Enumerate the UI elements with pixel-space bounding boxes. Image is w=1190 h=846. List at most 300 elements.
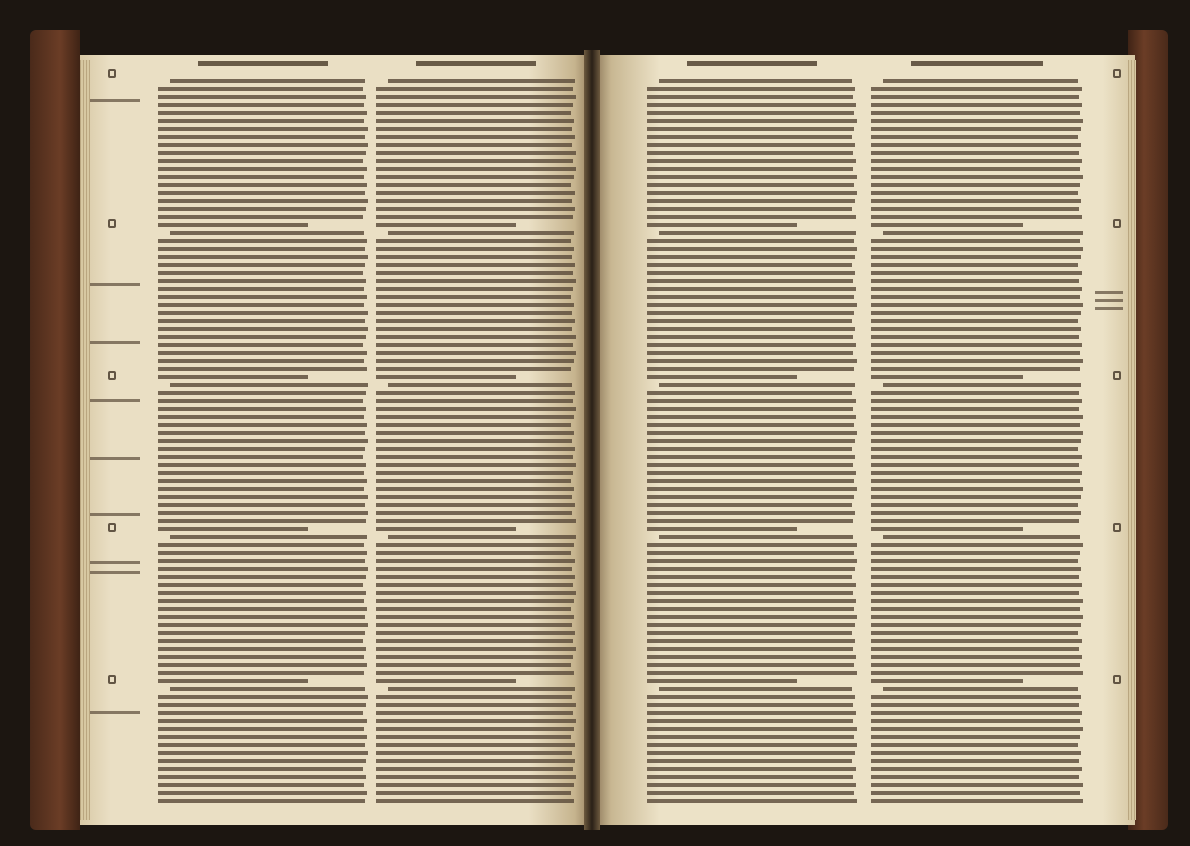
left-page-margin-notes [88, 55, 146, 825]
text-line [376, 375, 516, 379]
text-line [158, 335, 366, 339]
text-line [158, 191, 365, 195]
text-line [647, 759, 852, 763]
text-line [158, 375, 308, 379]
text-line [376, 783, 574, 787]
text-line [647, 783, 856, 787]
text-line [647, 223, 797, 227]
text-line [376, 263, 575, 267]
text-line [376, 151, 576, 155]
text-line [376, 295, 571, 299]
text-line [158, 543, 364, 547]
text-line [871, 735, 1080, 739]
text-line [158, 391, 366, 395]
text-line [376, 647, 576, 651]
text-line [871, 111, 1080, 115]
text-line [871, 183, 1080, 187]
text-line [883, 79, 1078, 83]
running-head [687, 61, 817, 66]
text-line [158, 559, 365, 563]
margin-section-marker [108, 219, 116, 228]
text-line [871, 215, 1082, 219]
text-line [376, 591, 576, 595]
text-line [871, 295, 1080, 299]
text-line [158, 95, 366, 99]
text-line [647, 567, 855, 571]
text-line [376, 471, 573, 475]
text-line [871, 103, 1082, 107]
text-line [871, 343, 1082, 347]
text-line [647, 183, 854, 187]
text-line [871, 351, 1080, 355]
text-line [158, 343, 363, 347]
text-line [647, 343, 856, 347]
text-line [647, 791, 854, 795]
text-line [158, 655, 364, 659]
text-line [647, 711, 856, 715]
text-line [376, 703, 576, 707]
text-line [871, 439, 1081, 443]
text-line [376, 615, 574, 619]
text-line [158, 519, 366, 523]
text-line [376, 567, 572, 571]
text-line [871, 311, 1081, 315]
text-line [158, 199, 368, 203]
text-line [376, 607, 571, 611]
text-line [871, 567, 1081, 571]
text-line [158, 495, 368, 499]
text-line [647, 279, 853, 283]
text-line [158, 639, 363, 643]
text-line [376, 439, 572, 443]
text-line [871, 527, 1023, 531]
text-line [647, 743, 857, 747]
text-line [647, 335, 853, 339]
text-line [647, 495, 854, 499]
text-line [158, 303, 364, 307]
text-line [158, 159, 363, 163]
text-line [376, 111, 571, 115]
text-line [376, 727, 574, 731]
text-line [647, 679, 797, 683]
text-line [871, 151, 1079, 155]
margin-section-marker [1113, 523, 1121, 532]
text-line [871, 767, 1082, 771]
text-line [871, 583, 1082, 587]
text-line [376, 775, 576, 779]
text-line [158, 415, 364, 419]
text-line [158, 727, 364, 731]
text-line [376, 743, 575, 747]
text-line [871, 671, 1083, 675]
text-line [376, 447, 575, 451]
text-line [376, 287, 573, 291]
text-line [158, 615, 365, 619]
text-line [883, 687, 1078, 691]
text-line [647, 551, 854, 555]
text-line [647, 311, 854, 315]
text-line [376, 359, 574, 363]
text-line [659, 79, 852, 83]
text-line [158, 583, 363, 587]
book-cover-left [30, 30, 80, 830]
text-line [158, 423, 367, 427]
text-line [376, 799, 574, 803]
text-line [647, 719, 853, 723]
text-line [158, 167, 367, 171]
text-line [871, 559, 1078, 563]
text-line [871, 191, 1078, 195]
text-line [871, 279, 1079, 283]
text-line [871, 303, 1083, 307]
text-line [158, 567, 368, 571]
text-line [871, 407, 1079, 411]
text-line [871, 367, 1080, 371]
text-line [871, 703, 1079, 707]
text-line [158, 767, 363, 771]
text-line [376, 767, 573, 771]
right-page-margin-notes [1093, 55, 1129, 825]
text-line [376, 87, 573, 91]
text-line [376, 143, 572, 147]
text-line [158, 255, 368, 259]
text-line [158, 711, 363, 715]
text-line [871, 455, 1082, 459]
text-line [871, 287, 1082, 291]
text-line [871, 679, 1023, 683]
text-line [376, 239, 571, 243]
text-line [647, 423, 854, 427]
text-line [158, 143, 368, 147]
text-line [158, 647, 366, 651]
text-line [158, 591, 366, 595]
margin-note [90, 99, 140, 102]
text-line [647, 471, 856, 475]
text-line [647, 455, 855, 459]
text-line [871, 543, 1083, 547]
text-line [871, 711, 1082, 715]
text-line [376, 391, 575, 395]
text-line [647, 447, 852, 451]
text-line [158, 87, 363, 91]
text-line [647, 527, 797, 531]
text-line [647, 559, 857, 563]
text-line [647, 647, 853, 651]
text-line [376, 407, 576, 411]
text-line [158, 479, 367, 483]
text-line [170, 79, 365, 83]
text-line [158, 719, 367, 723]
text-line [376, 463, 576, 467]
text-line [647, 799, 857, 803]
text-line [158, 607, 367, 611]
text-line [376, 103, 573, 107]
text-line [871, 399, 1082, 403]
text-line [871, 463, 1079, 467]
text-line [647, 487, 857, 491]
text-line [158, 623, 368, 627]
text-line [376, 135, 575, 139]
text-line [647, 431, 857, 435]
text-line [871, 135, 1078, 139]
text-line [158, 319, 365, 323]
text-line [388, 535, 576, 539]
text-line [158, 663, 367, 667]
running-head [416, 61, 536, 66]
text-line [883, 383, 1081, 387]
text-line [647, 623, 855, 627]
text-line [871, 599, 1083, 603]
text-line [871, 655, 1082, 659]
text-line [376, 511, 572, 515]
text-line [376, 559, 575, 563]
text-line [376, 191, 575, 195]
text-line [376, 255, 572, 259]
text-line [647, 87, 855, 91]
left-page [80, 55, 590, 825]
text-line [871, 239, 1080, 243]
running-head [911, 61, 1043, 66]
text-line [647, 103, 856, 107]
text-line [376, 487, 574, 491]
text-line [376, 791, 571, 795]
text-line [376, 215, 573, 219]
text-line [376, 95, 576, 99]
text-line [158, 207, 366, 211]
margin-note [90, 399, 140, 402]
text-line [158, 743, 365, 747]
text-line [376, 303, 574, 307]
page-edges-right [1128, 60, 1136, 820]
text-line [158, 671, 364, 675]
text-line [659, 687, 852, 691]
text-line [647, 735, 854, 739]
text-line [871, 791, 1080, 795]
text-line [871, 319, 1078, 323]
text-line [647, 375, 797, 379]
text-line [647, 519, 853, 523]
text-line [158, 783, 364, 787]
text-line [647, 159, 856, 163]
text-line [647, 639, 855, 643]
text-line [158, 471, 364, 475]
text-line [871, 127, 1081, 131]
margin-note [1095, 291, 1123, 294]
text-line [647, 439, 855, 443]
text-line [376, 759, 575, 763]
text-line [871, 471, 1082, 475]
book-gutter [584, 50, 600, 830]
text-line [871, 759, 1079, 763]
margin-section-marker [1113, 675, 1121, 684]
text-line [871, 631, 1078, 635]
text-line [388, 687, 575, 691]
text-line [871, 431, 1083, 435]
text-line [647, 727, 857, 731]
text-line [871, 159, 1082, 163]
text-line [158, 631, 365, 635]
margin-note [1095, 299, 1123, 302]
text-line [158, 135, 365, 139]
text-line [158, 279, 366, 283]
page-edges-left [80, 60, 90, 820]
text-line [871, 447, 1078, 451]
text-line [158, 775, 366, 779]
text-line [158, 295, 367, 299]
text-line [647, 95, 853, 99]
text-line [647, 703, 853, 707]
text-line [158, 679, 308, 683]
text-line [647, 239, 854, 243]
text-line [647, 399, 856, 403]
text-line [376, 415, 574, 419]
text-line [376, 351, 576, 355]
text-line [388, 383, 572, 387]
text-line [170, 535, 367, 539]
margin-section-marker [1113, 219, 1121, 228]
text-line [647, 175, 857, 179]
text-line [376, 423, 571, 427]
text-line [158, 175, 364, 179]
text-line [871, 495, 1081, 499]
text-line [376, 711, 573, 715]
text-line [647, 775, 853, 779]
text-line [871, 143, 1081, 147]
text-line [158, 223, 308, 227]
text-line [158, 103, 364, 107]
text-line [376, 455, 573, 459]
margin-section-marker [108, 69, 116, 78]
text-line [376, 543, 574, 547]
text-line [158, 791, 367, 795]
text-line [158, 215, 363, 219]
text-line [883, 231, 1083, 235]
text-line [376, 599, 574, 603]
text-line [871, 519, 1079, 523]
margin-note [90, 341, 140, 344]
text-line [871, 551, 1080, 555]
text-line [871, 87, 1082, 91]
text-line [158, 599, 364, 603]
text-line [871, 575, 1079, 579]
text-line [647, 751, 855, 755]
text-line [170, 231, 364, 235]
text-line [158, 359, 364, 363]
right-page-column-b [871, 55, 1083, 825]
text-line [158, 407, 366, 411]
text-line [158, 799, 365, 803]
text-line [871, 271, 1082, 275]
text-line [376, 183, 571, 187]
text-line [871, 175, 1083, 179]
text-line [647, 199, 855, 203]
text-line [376, 719, 576, 723]
text-line [376, 311, 572, 315]
text-line [647, 655, 856, 659]
text-line [647, 135, 852, 139]
text-line [871, 647, 1079, 651]
text-line [376, 751, 572, 755]
margin-section-marker [108, 675, 116, 684]
text-line [376, 343, 573, 347]
text-line [871, 591, 1079, 595]
running-head [198, 61, 328, 66]
text-line [170, 383, 368, 387]
text-line [376, 575, 575, 579]
text-line [647, 631, 852, 635]
text-line [376, 695, 572, 699]
text-line [871, 487, 1083, 491]
text-line [647, 575, 852, 579]
text-line [871, 415, 1083, 419]
text-line [158, 703, 366, 707]
text-line [158, 119, 364, 123]
text-line [871, 607, 1080, 611]
text-line [659, 383, 855, 387]
text-line [647, 287, 856, 291]
text-line [158, 431, 365, 435]
text-line [376, 223, 516, 227]
text-line [871, 615, 1083, 619]
margin-section-marker [1113, 69, 1121, 78]
text-line [158, 183, 367, 187]
text-line [376, 583, 573, 587]
right-page-column-a [647, 55, 857, 825]
text-line [871, 391, 1079, 395]
text-line [659, 535, 853, 539]
text-line [871, 95, 1079, 99]
text-line [647, 479, 854, 483]
text-line [647, 271, 855, 275]
text-line [871, 751, 1081, 755]
text-line [158, 247, 365, 251]
text-line [871, 199, 1081, 203]
text-line [376, 735, 571, 739]
text-line [647, 303, 857, 307]
text-line [376, 167, 576, 171]
text-line [871, 799, 1083, 803]
text-line [376, 327, 572, 331]
text-line [647, 663, 854, 667]
text-line [647, 191, 857, 195]
text-line [647, 247, 857, 251]
text-line [647, 463, 853, 467]
text-line [647, 367, 854, 371]
text-line [158, 367, 367, 371]
text-line [647, 119, 857, 123]
text-line [647, 215, 856, 219]
text-line [647, 415, 856, 419]
text-line [376, 175, 574, 179]
text-line [871, 663, 1080, 667]
left-page-column-b [376, 55, 576, 825]
text-line [871, 783, 1083, 787]
text-line [376, 207, 575, 211]
text-line [647, 607, 854, 611]
text-line [647, 351, 853, 355]
text-line [871, 639, 1082, 643]
margin-section-marker [108, 523, 116, 532]
text-line [158, 399, 363, 403]
text-line [158, 503, 365, 507]
text-line [158, 759, 366, 763]
text-line [158, 735, 367, 739]
text-line [376, 199, 572, 203]
text-line [158, 487, 364, 491]
text-line [376, 623, 572, 627]
margin-section-marker [1113, 371, 1121, 380]
text-line [376, 319, 575, 323]
